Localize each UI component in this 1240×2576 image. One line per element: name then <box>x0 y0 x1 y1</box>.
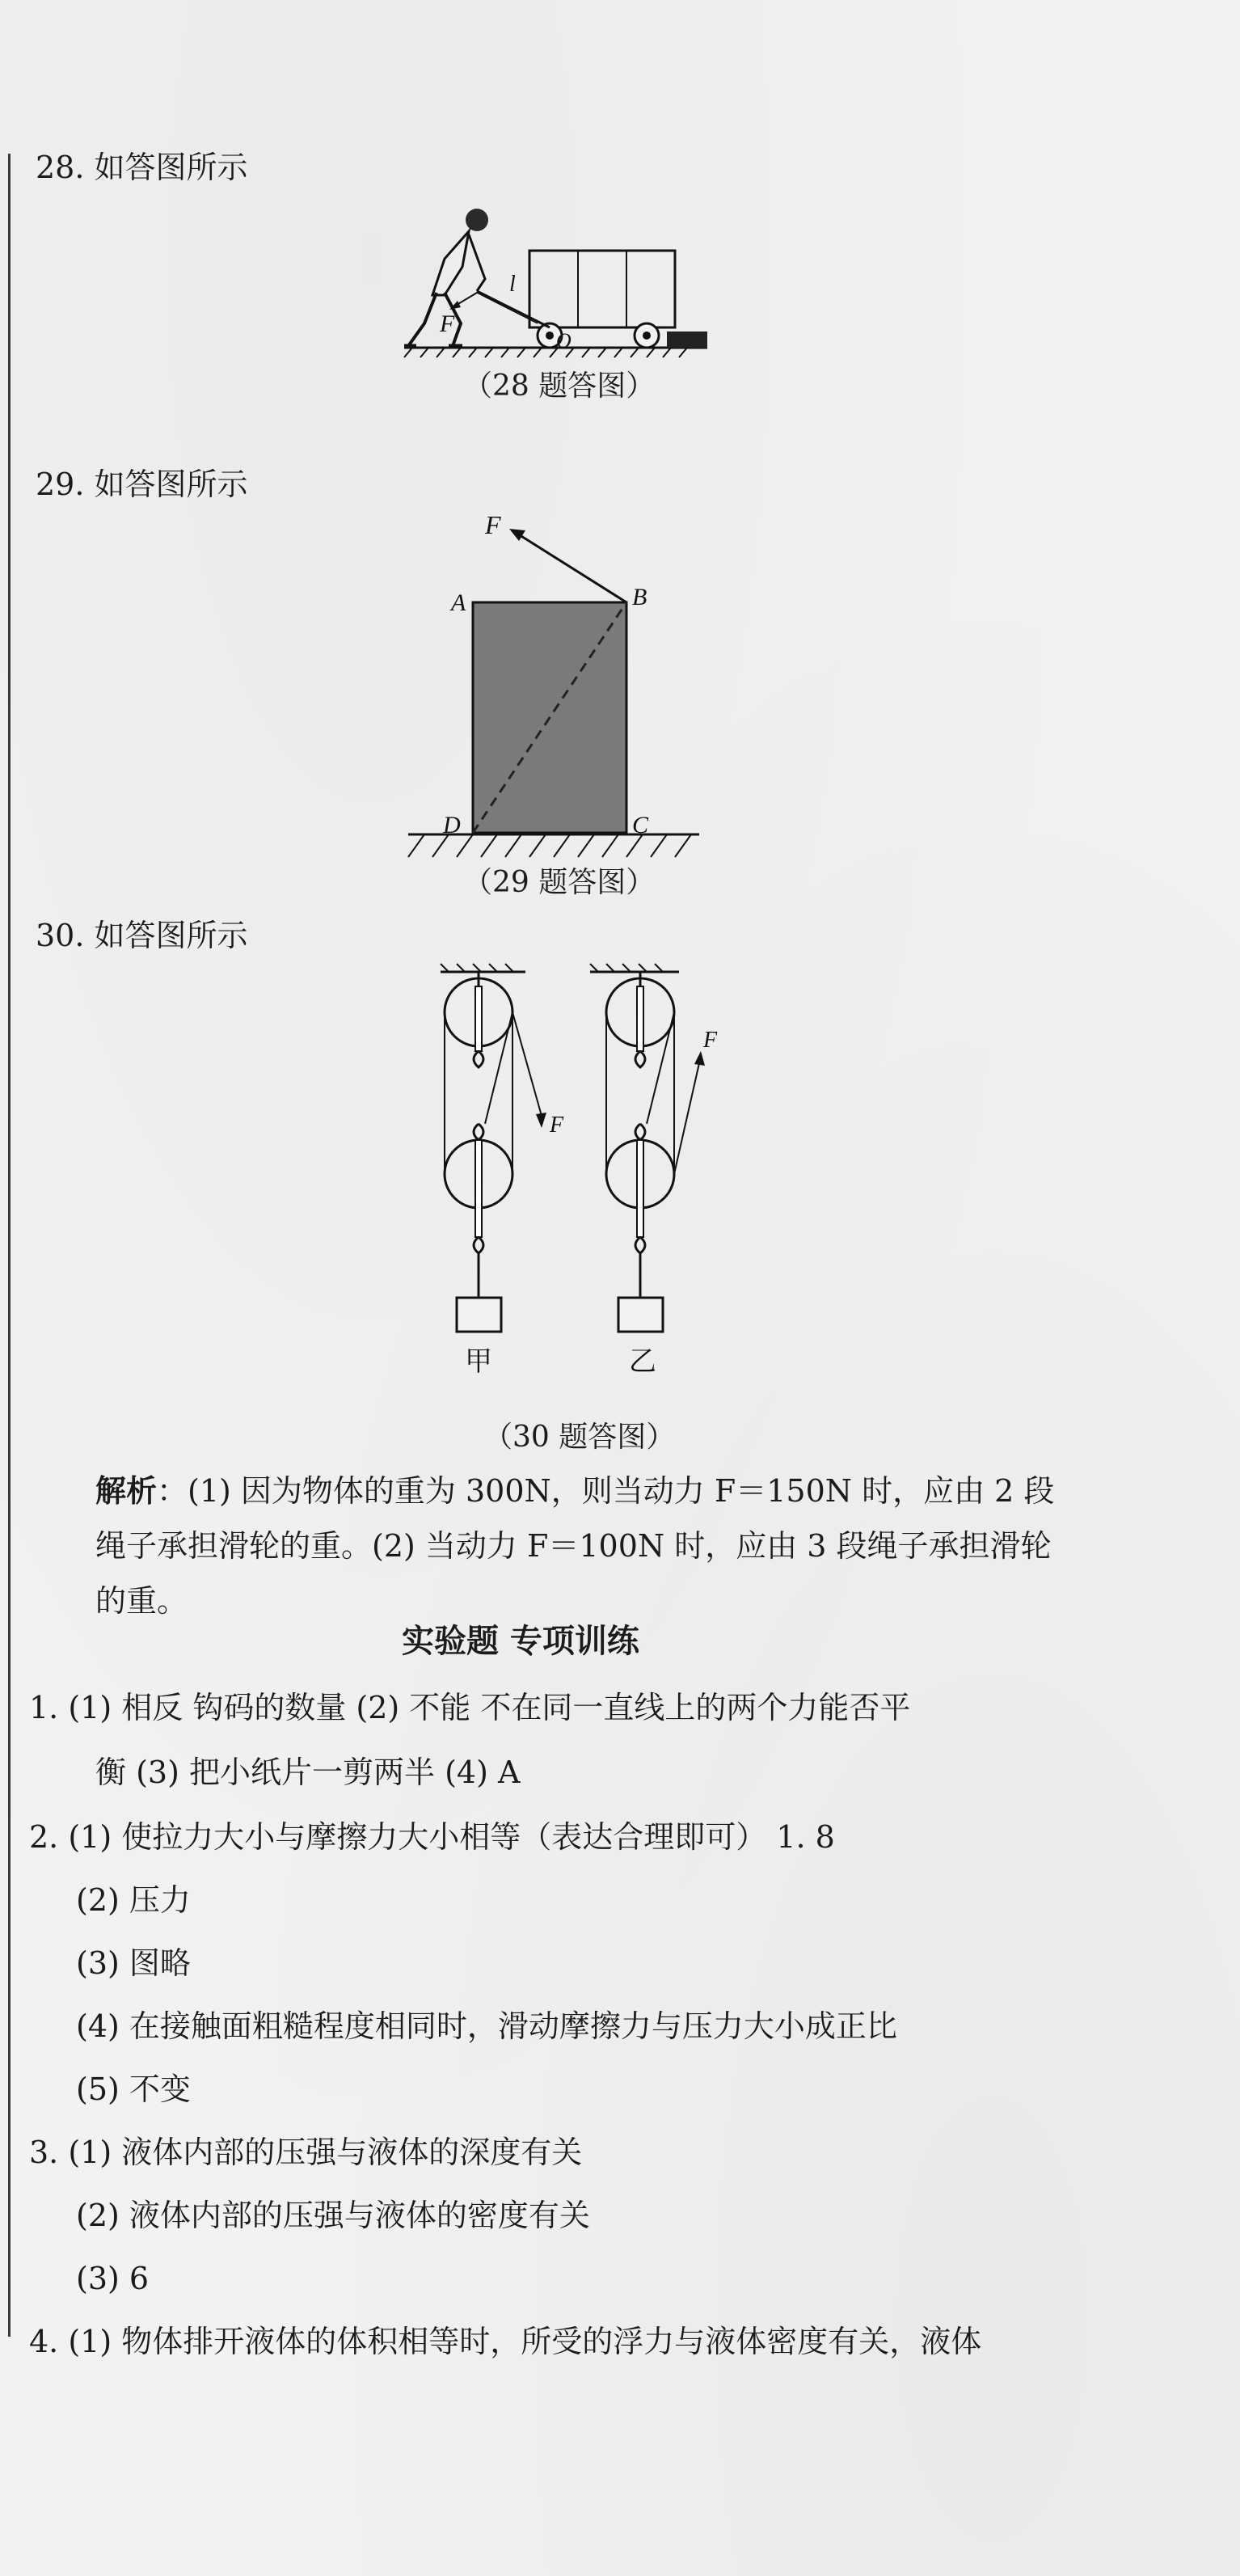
q28-pivot-label: O <box>556 329 571 353</box>
answer-line: (5) 不变 <box>76 2071 191 2107</box>
answer-line: (4) 在接触面粗糙程度相同时，滑动摩擦力与压力大小成正比 <box>76 2008 897 2044</box>
q29-label-c: C <box>632 812 649 838</box>
q28-figure <box>388 202 711 364</box>
q30-force-right: F <box>703 1028 718 1053</box>
q30-name-right: 乙 <box>629 1347 656 1377</box>
answer-line: (3) 图略 <box>76 1945 191 1981</box>
answer-line: 衡 (3) 把小纸片一剪两半 (4) A <box>95 1755 521 1790</box>
q30-label: 30. 如答图所示 <box>36 918 248 953</box>
q28-arm-label: l <box>509 272 516 297</box>
section-title: 实验题 专项训练 <box>402 1622 639 1660</box>
answer-line: 1. (1) 相反 钩码的数量 (2) 不能 不在同一直线上的两个力能否平 <box>29 1690 911 1725</box>
q29-figure <box>396 509 719 865</box>
q30-name-left: 甲 <box>465 1347 492 1377</box>
answer-line: (2) 压力 <box>76 1882 191 1918</box>
answer-line: 4. (1) 物体排开液体的体积相等时，所受的浮力与液体密度有关，液体 <box>29 2324 982 2359</box>
q30-analysis-line-1: 解析：(1) 因为物体的重为 300N，则当动力 F＝150N 时，应由 2 段 <box>95 1472 1055 1509</box>
q30-force-left: F <box>550 1113 564 1138</box>
q30-caption: （30 题答图） <box>483 1421 676 1454</box>
q29-label-d: D <box>443 812 461 838</box>
q28-label: 28. 如答图所示 <box>36 150 248 185</box>
q28-force-label: F <box>440 310 455 337</box>
answer-line: (3) 6 <box>76 2261 150 2296</box>
q30-analysis-label: 解析 <box>95 1472 158 1509</box>
margin-rule <box>8 154 11 2337</box>
q29-label-a: A <box>451 589 466 616</box>
q30-analysis-line-2: 绳子承担滑轮的重。(2) 当动力 F＝100N 时，应由 3 段绳子承担滑轮 <box>95 1528 1052 1564</box>
answer-line: (2) 液体内部的压强与液体的密度有关 <box>76 2198 590 2233</box>
answer-line: 2. (1) 使拉力大小与摩擦力大小相等（表达合理即可） 1. 8 <box>29 1819 835 1855</box>
q29-force-label: F <box>485 510 501 539</box>
q30-figure <box>428 962 736 1383</box>
q30-analysis-line-3: 的重。 <box>95 1583 188 1619</box>
q29-label-b: B <box>632 584 647 610</box>
q29-label: 29. 如答图所示 <box>36 467 248 502</box>
q29-caption: （29 题答图） <box>463 866 656 899</box>
q28-caption: （28 题答图） <box>463 370 656 403</box>
answer-line: 3. (1) 液体内部的压强与液体的深度有关 <box>29 2135 583 2170</box>
